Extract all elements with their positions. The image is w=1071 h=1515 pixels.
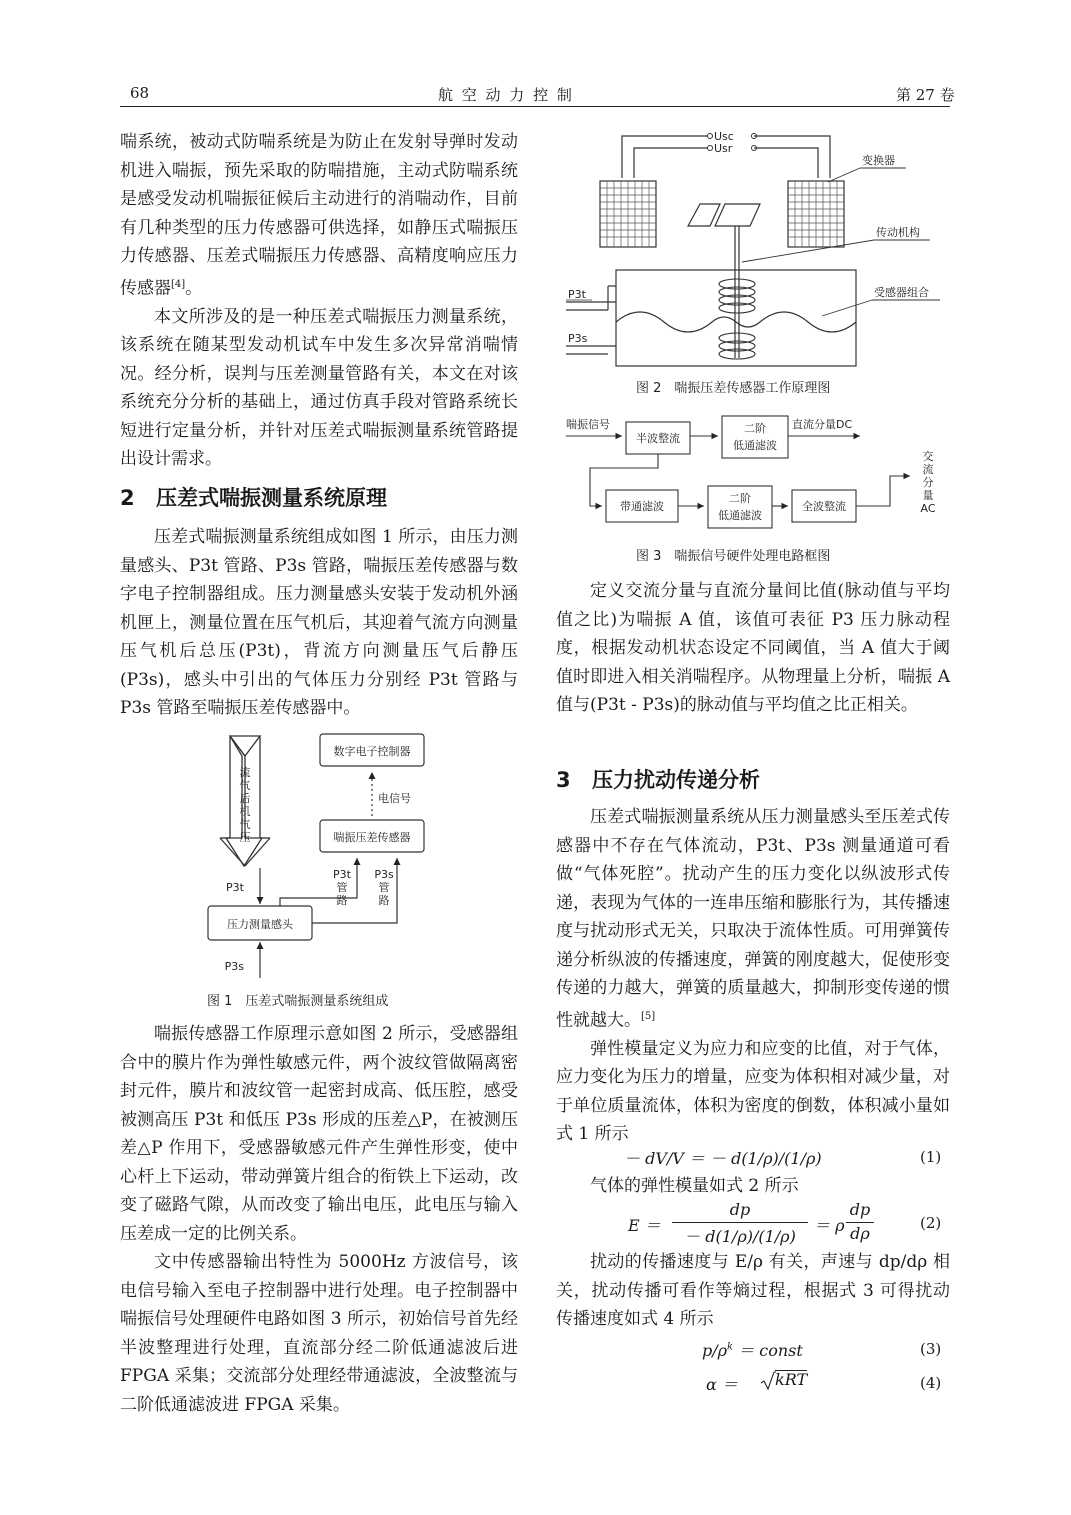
equation-4-lhs: α ＝ [706,1375,738,1394]
svg-text:量: 量 [922,489,934,502]
svg-text:路: 路 [336,894,348,907]
sensor-group-label: 受感器组合 [874,286,929,299]
svg-text:二阶: 二阶 [729,492,751,505]
paragraph: 扰动的传播速度与 E/ρ 有关，声速与 dp/dρ 相关，扰动传播可看作等熵过程，根据式 3 可得扰动传播速度如式 4 所示 [556,1252,950,1329]
svg-text:低通滤波: 低通滤波 [733,439,777,452]
paragraph: 文中传感器输出特性为 5000Hz 方波信号，该电信号输入至电子控制器中进行处理。电子控制器中喘振信号处理硬件电路如图 3 所示，初始信号首先经半波整理进行处理，直流部分经二阶低通滤波后进 FPGA 采集；交流部分处理经带通滤波，全波整流与二阶低通滤波进 FPGA 采集。 [120,1252,518,1415]
full-wave-label: 全波整流 [802,500,846,513]
transmission-label: 传动机构 [876,226,920,239]
paragraph: 喘系统，被动式防喘系统是为防止在发射导弹时发动机进入喘振，预先采取的防喘措施，主动式防喘系统是感受发动机喘振征候后主动进行的消喘动作，目前有几种类型的压力传感器可供选择，如静压式喘振压力传感器、压差式喘振压力传感器、高精度响应压力传感器[4]。 [120,132,518,299]
header-rule [120,106,950,107]
equation-1: － dV/V ＝ － d(1/ρ)/(1/ρ) [624,1149,822,1168]
equation-2-lhs: E ＝ [628,1216,661,1235]
svg-text:二阶: 二阶 [744,422,766,435]
paragraph: 压差式喘振测量系统组成如图 1 所示，由压力测量感头、P3t 管路、P3s 管路，喘振压差传感器与数字电子控制器组成。压力测量感头安装于发动机外涵机匣上，测量位置在压气机后，其迎着气流方向测量压气机后总压(P3t)，背流方向测量压气后静压(P3s)，感头中引出的气体压力分别经 P3t 管路与 P3s 管路至喘振压差传感器中。 [120,527,518,718]
left-col-bottom [120,1020,518,1419]
usc-label: Usc [714,130,734,143]
equation-2-frac1-den: － d(1/ρ)/(1/ρ) [684,1227,796,1246]
right-coil [788,181,844,247]
svg-text:机: 机 [239,805,251,818]
p3s-label: P3s [568,332,588,345]
p3t-label: P3t [568,288,586,301]
equation-2-mid: ＝ ρ [814,1216,845,1235]
figure-3-diagram [560,408,950,538]
probe-label: 压力测量感头 [227,918,293,931]
figure-2-diagram [560,126,950,372]
figure-1-diagram [200,728,440,978]
volume-label: 第 27 卷 [896,86,955,104]
paragraph: 气体的弹性模量如式 2 所示 [590,1176,799,1196]
svg-text:流: 流 [922,463,934,476]
airflow-label: 流 [239,766,251,779]
svg-text:分: 分 [922,476,934,489]
svg-text:管: 管 [378,881,390,894]
fraction-bar [672,1222,808,1223]
left-col-top [120,128,518,474]
citation: [4] [171,278,186,290]
svg-text:气: 气 [239,818,251,831]
half-wave-label: 半波整流 [636,432,680,445]
signal-label: 电信号 [378,792,411,805]
fraction-bar [846,1222,874,1223]
sqrt-icon [760,1370,776,1392]
svg-text:气: 气 [239,779,251,792]
dec-label: 数字电子控制器 [333,745,411,758]
svg-text:后: 后 [239,792,251,805]
section-heading-2: 2 压差式喘振测量系统原理 [120,486,387,510]
svg-text:路: 路 [378,894,390,907]
paragraph: 弹性模量定义为应力和应变的比值，对于气体，应力变化为压力的增量，应变为体积相对减少量，对于单位质量流体，体积为密度的倒数，体积减小量如式 1 所示 [556,1038,950,1145]
equation-2-number: (2) [920,1214,942,1232]
equation-2-frac2-num: dp [849,1200,871,1219]
paragraph: 本文所涉及的是一种压差式喘振压力测量系统，该系统在随某型发动机试车中发生多次异常消喘情况。经分析，误判与压差测量管路有关，本文在对该系统充分分析的基础上，通过仿真手段对管路系统长短进行定量分析，并针对压差式喘振测量系统管路提出设计需求。 [120,306,518,470]
svg-text:AC: AC [920,502,936,515]
sensor-housing [616,270,856,366]
equation-1-number: (1) [920,1148,942,1166]
left-coil [600,181,656,247]
figure-2-caption: 图 2 喘振压差传感器工作原理图 [636,381,831,396]
p3t-label: P3t [226,881,244,894]
svg-text:低通滤波: 低通滤波 [718,509,762,522]
equation-3-number: (3) [920,1340,942,1358]
equation-2-frac2-den: dρ [850,1224,870,1243]
equation-4-number: (4) [920,1374,942,1392]
paragraph: 喘振传感器工作原理示意如图 2 所示，受感器组合中的膜片作为弹性敏感元件，两个波纹管做隔离密封元件，膜片和波纹管一起密封成高、低压腔，感受被测高压 P3t 和低压 P3s 形成的压差△P，在被测压差△P 作用下，受感器敏感元件产生弹性形变，使中心杆上下运动，带动弹簧片组合的衔铁上下运动，改变了磁路气隙，从而改变了输出电压，此电压与输入压差成一定的比例关系。 [120,1024,518,1244]
input-label: 喘振信号 [566,418,610,431]
page-number: 68 [130,84,150,102]
ac-label: 交 [922,450,934,463]
section-heading-3: 3 压力扰动传递分析 [556,768,760,792]
sensor-label: 喘振压差传感器 [333,831,411,844]
figure-1-caption: 图 1 压差式喘振测量系统组成 [207,994,389,1009]
journal-title: 航 空 动 力 控 制 [438,86,574,104]
usr-label: Usr [714,142,733,155]
p3s-pipe-label: P3s [374,868,394,881]
converter-label: 变换器 [862,154,895,167]
p3s-label: P3s [224,960,244,973]
p3t-pipe-label: P3t [333,868,351,881]
svg-text:压: 压 [239,831,251,844]
figure-3-caption: 图 3 喘振信号硬件处理电路框图 [636,549,831,564]
citation: [5] [641,1010,656,1022]
equation-3: $p/\rho^k$ ＝ const [702,1341,803,1360]
paragraph: 定义交流分量与直流分量间比值(脉动值与平均值之比)为喘振 A 值，该值可表征 P3 压力脉动程度，根据发动机状态设定不同阈值，当 A 值大于阈值时即进入相关消喘程序。从物理量上分析，喘振 A 值与(P3t - P3s)的脉动值与平均值之比正相关。 [556,581,950,715]
svg-text:管: 管 [336,881,348,894]
paragraph: 压差式喘振测量系统从压力测量感头至压差式传感器中不存在气体流动，P3t、P3s 测量通道可看做“气体死腔”。扰动产生的压力变化以纵波形式传递，表现为气体的一连串压缩和膨胀行为，其传播速度与扰动形式无关，只取决于流体性质。可用弹簧传递分析纵波的传播速度，弹簧的刚度越大，促使形变传递的力越大，弹簧的质量越大，抑制形变传递的惯性就越大。[5] [556,807,950,1031]
dc-label: 直流分量DC [792,418,853,431]
bandpass-label: 带通滤波 [620,500,664,513]
right-col-mid [556,803,950,1149]
equation-4-radicand: kRT [775,1370,808,1389]
equation-2-frac1-num: dp [729,1200,751,1219]
